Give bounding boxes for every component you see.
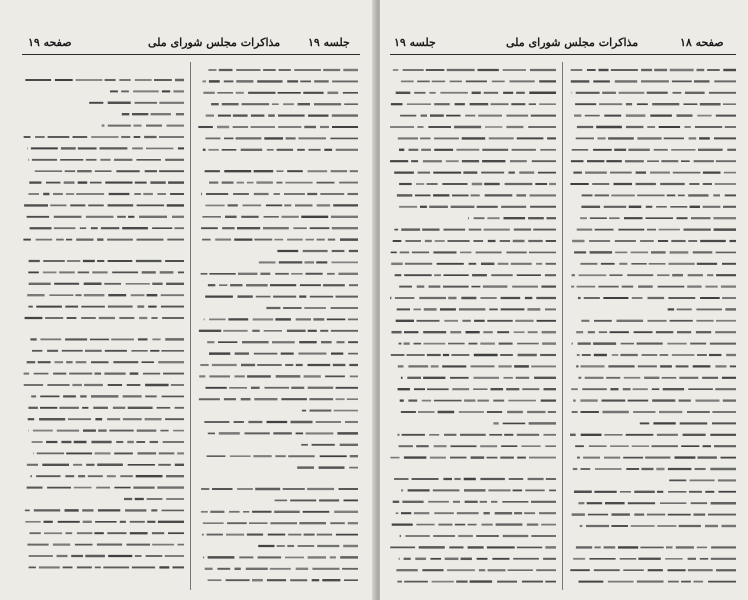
- right-page-text-lines: [380, 0, 748, 600]
- right-page-label: صفحه ۱۸: [680, 36, 724, 49]
- left-page-label: صفحه ۱۹: [28, 36, 72, 49]
- left-page-session: جلسه ۱۹: [308, 36, 350, 49]
- right-page-title: مذاکرات مجلس شورای ملی: [506, 36, 639, 49]
- left-page-title: مذاکرات مجلس شورای ملی: [148, 36, 281, 49]
- right-page-session: جلسه ۱۹: [394, 36, 436, 49]
- page-18: [380, 0, 748, 600]
